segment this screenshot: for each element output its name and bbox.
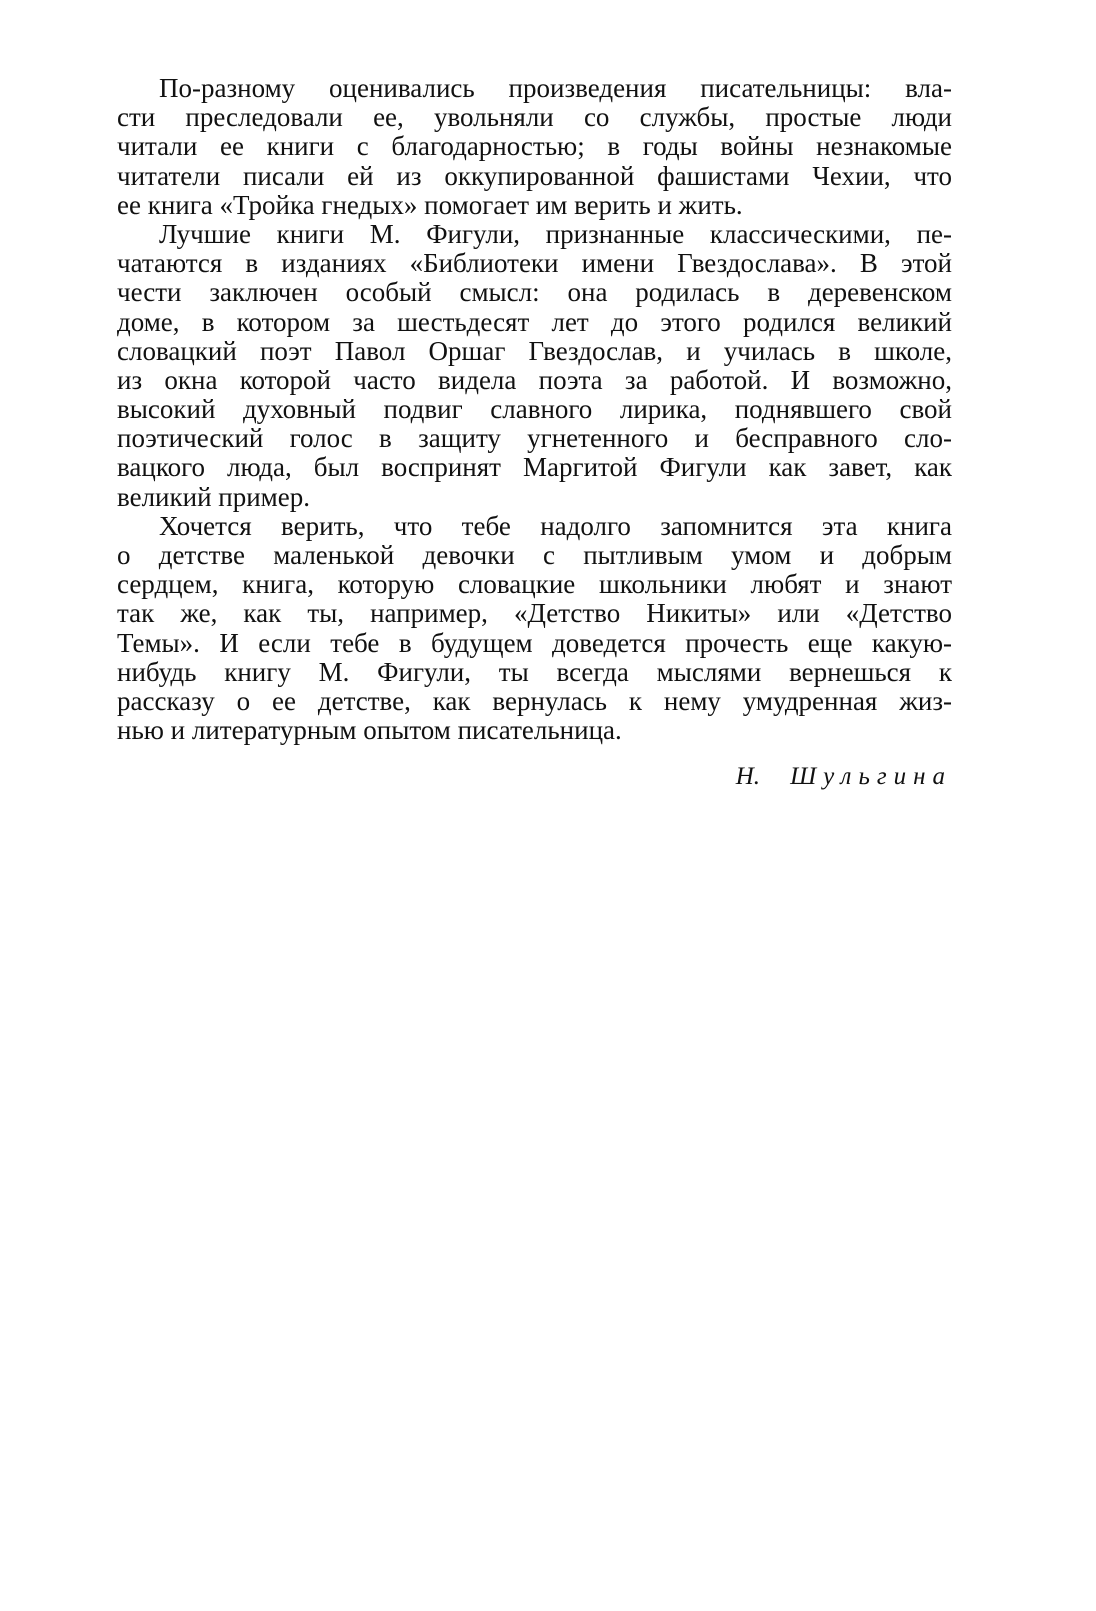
text-line: доме, в котором за шестьдесят лет до этого родился великий bbox=[117, 307, 952, 337]
signature-surname: Шульгина bbox=[790, 763, 952, 790]
body-text bbox=[117, 74, 952, 745]
text-line: из окна которой часто видела поэта за работой. И возможно, bbox=[117, 365, 952, 395]
text-line: Темы». И если тебе в будущем доведется прочесть еще какую- bbox=[117, 628, 952, 658]
text-line: сти преследовали ее, увольняли со службы, простые люди bbox=[117, 103, 952, 133]
text-line: Хочется верить, что тебе надолго запомнится эта книга bbox=[159, 511, 952, 541]
text-line: высокий духовный подвиг славного лирика, поднявшего свой bbox=[117, 395, 952, 425]
paragraph-1 bbox=[117, 74, 952, 220]
text-line: словацкий поэт Павол Оршаг Гвездослав, и училась в школе, bbox=[117, 336, 952, 366]
text-line: По-разному оценивались произведения писательницы: вла- bbox=[159, 74, 952, 103]
text-line: Лучшие книги М. Фигули, признанные классическими, пе- bbox=[159, 219, 952, 249]
text-line: читатели писали ей из оккупированной фашистами Чехии, что bbox=[117, 161, 952, 191]
text-line: о детстве маленькой девочки с пытливым умом и добрым bbox=[117, 541, 952, 570]
text-line: сердцем, книга, которую словацкие школьники любят и знают bbox=[117, 570, 952, 600]
text-line: так же, как ты, например, «Детство Никиты» или «Детство bbox=[117, 599, 952, 629]
text-line: вацкого люда, был воспринят Маргитой Фигули как завет, как bbox=[117, 453, 952, 483]
text-line: ее книга «Тройка гнедых» помогает им верить и жить. bbox=[117, 190, 743, 220]
text-line: чести заключен особый смысл: она родилась в деревенском bbox=[117, 278, 952, 308]
text-line: читали ее книги с благодарностью; в годы войны незнакомые bbox=[117, 132, 952, 162]
text-line: нью и литературным опытом писательница. bbox=[117, 716, 622, 746]
signature-initial: Н. bbox=[735, 763, 761, 790]
text-line: чатаются в изданиях «Библиотеки имени Гвездослава». В этой bbox=[117, 249, 952, 279]
paragraph-2 bbox=[117, 220, 952, 512]
paragraph-3 bbox=[117, 512, 952, 746]
text-line: великий пример. bbox=[117, 482, 310, 512]
text-line: рассказу о ее детстве, как вернулась к нему умудренная жиз- bbox=[117, 686, 952, 716]
text-line: поэтический голос в защиту угнетенного и бесправного сло- bbox=[117, 424, 952, 454]
author-signature bbox=[736, 763, 952, 791]
text-line: нибудь книгу М. Фигули, ты всегда мыслями вернешься к bbox=[117, 657, 952, 687]
